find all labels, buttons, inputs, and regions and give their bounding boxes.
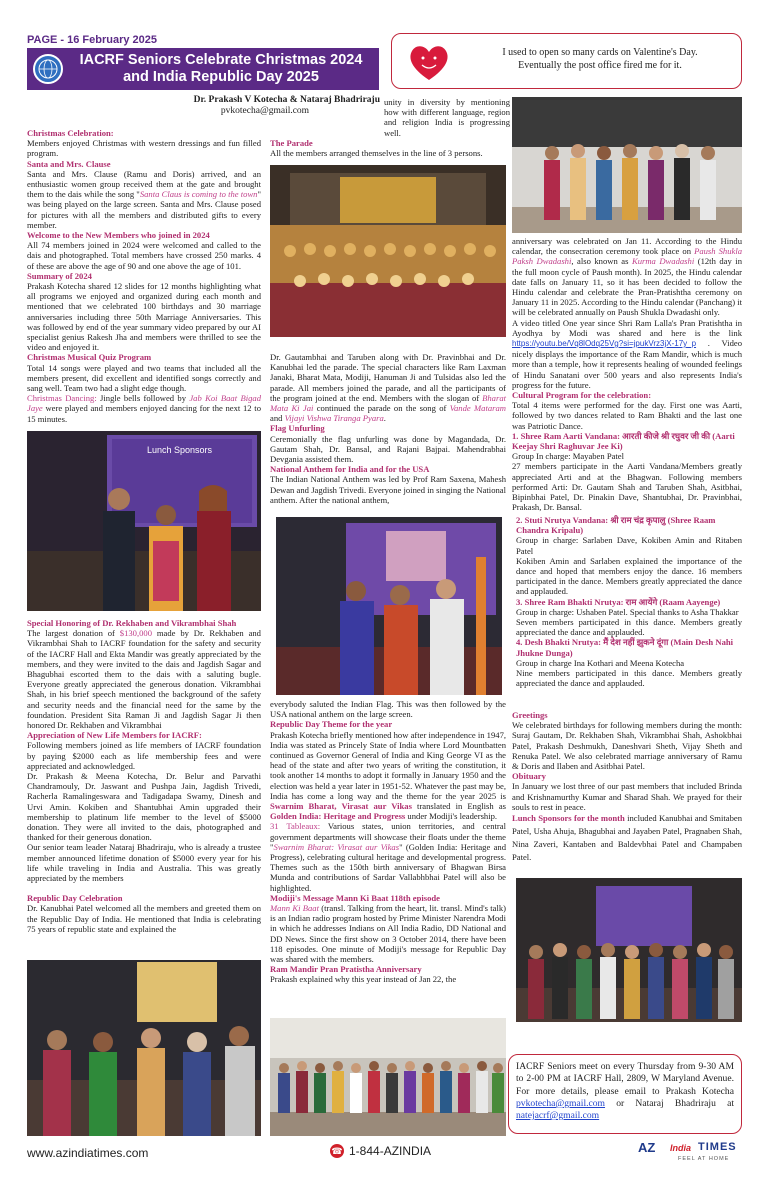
footer-logo — [638, 1140, 742, 1166]
section-heading: Republic Day Celebration — [27, 893, 123, 904]
paragraph: Members enjoyed Christmas with western dressings and fun filled program. — [27, 138, 261, 159]
column-1 — [27, 128, 261, 424]
paragraph: Our senior team leader Nataraj Bhadriraju, who is already a trustee member announced lifetime donation of $5000 every year for his life while traveling in India and Australia. This was greatly appreciated by the members — [27, 842, 261, 884]
paragraph: Total 14 songs were played and two teams that included all the members present, did excellent and identified songs correctly and sang well. Team two had a slight edge though. — [27, 362, 261, 394]
paragraph: A video titled One year since Shri Ram Lalla's Pran Pratishtha in Ayodhya by Modi was shared and here is the link https://youtu.be/Vq8lOdq25Vg?si=jpukVrz3jX-17y_p . Video nicely displays the importance of the Ram Mandir, which is much more than a temple, how it represents healing of wounded feelings of Hindu Sanatani over 500 years and also represents India's progress for the future. — [512, 317, 742, 390]
logo-az: AZ — [638, 1140, 656, 1155]
paragraph: We celebrated birthdays for following members during the month: Suraj Gautam, Dr. Rekhaben Shah, Vikrambhai Shah, Ashokbhai Patel, Prakash Deshmukh, Daneshvari Sheth, Vijay Sheth and Renuka Patel. We also celebrated marriage anniversary of Ramu & Doris and Ilaben and Asitbhai Patel. — [512, 720, 742, 772]
section-heading: National Anthem for India and for the USA — [270, 464, 430, 475]
page-title: IACRF Seniors Celebrate Christmas 2024 and India Republic Day 2025 — [79, 52, 363, 85]
joke-box — [391, 33, 742, 89]
paragraph: Lunch Sponsors for the month included Kanubhai and Smitaben Patel, Usha Ahuja, Bhagubhai and Jayaben Patel, Pragnaben Shah, Nina Zaveri, Kantaben and Baldevbhai Patel and Champaben Patel. — [512, 813, 742, 863]
paragraph: Ceremonially the flag unfurling was done by Magandada, Dr. Gautam Shah, Dr. Bansal, and Rajani Bajpai. Mahendrabhai Devgania assisted them. — [270, 433, 506, 465]
column-3-lower — [512, 710, 742, 864]
section-heading: Ram Mandir Pran Pratistha Anniversary — [270, 964, 422, 975]
paragraph: Christmas Dancing: Jingle bells followed by Jab Koi Baat Bigad Jaye were played and members enjoyed dancing for the next 12 to 15 minutes. — [27, 393, 261, 424]
column-2 — [270, 138, 506, 158]
meeting-notice — [508, 1054, 742, 1134]
paragraph: Dr. Gautambhai and Taruben along with Dr. Pravinbhai and Dr. Kanubhai led the parade. The special characters like Ram Laxman Janaki, Bharat Mata, Modiji, Hanuman Ji and Tulsidas also led the parade. All members joined the parade, and all the participants of the program joined at the end. Members with the slogan of Bharat Mata Ki Jai continued the parade on the song of Vande Mataram and Vijayi Vishwa Tiranga Pyara. — [270, 352, 506, 424]
logo-india: India — [670, 1143, 692, 1153]
item-heading: 1. Shree Ram Aarti Vandana: आरती कीजे श्री रघुवर जी की (Aarti Keejay Shri Raghuvar Jee Ki) — [512, 430, 735, 452]
item-heading: 2. Stuti Nrutya Vandana: श्री राम चंद्र कृपालु (Shree Raam Chandra Kripalu) — [516, 515, 716, 536]
paragraph: Nine members participated in this dance. Members greatly appreciated the dance and applauded. — [516, 668, 742, 689]
byline: Dr. Prakash V Kotecha & Nataraj Bhadriraju pvkotecha@gmail.com — [150, 95, 380, 117]
paragraph: everybody saluted the Indian Flag. This was then followed by the USA national anthem on the large screen. — [270, 699, 506, 720]
paragraph: Group in charge: Ushaben Patel. Special thanks to Asha Thakkar — [516, 606, 739, 617]
paragraph: unity in diversity by mentioning how with different language, region and religion India is progressing well. — [384, 97, 510, 138]
photo-lunch-sponsors-honorees — [27, 431, 261, 611]
paragraph: Following members joined as life members of IACRF foundation by paying $2000 each as life membership fees and were appreciated and acknowledged. — [27, 740, 261, 771]
photo-lunch-sponsors-group — [516, 878, 742, 1022]
item-heading: 3. Shree Ram Bhakti Nrutya: राम आयेंगे (Raam Aayenge) — [516, 596, 721, 607]
section-heading: Santa and Mrs. Clause — [27, 158, 111, 169]
column-2-top — [384, 97, 510, 138]
joke-text: I used to open so many cards on Valentine's Day. Eventually the post office fired me for it. — [502, 47, 698, 71]
paragraph: Santa and Mrs. Clause (Ramu and Doris) arrived, and an enthusiastic women group received them at the gate and brought them to the dais while the song "Santa Claus is coming to the town" was being played on the large screen. Santa and Mrs. Clause posed for pictures with all the members and distributed gifts to every member. — [27, 168, 261, 230]
section-heading: Christmas Celebration: — [27, 128, 114, 138]
globe-emblem-icon — [33, 54, 63, 84]
footer-phone: ☎ 1-844-AZINDIA — [331, 1144, 432, 1158]
paragraph: Group in charge Ina Kothari and Meena Kotecha — [516, 657, 685, 668]
photo-three-women-screen — [276, 517, 502, 695]
column-1-lower — [27, 618, 261, 934]
paragraph: The Indian National Anthem was led by Prof Ram Saxena, Mahesh Dewan and Jagdish Trivedi. Everyone joined in singing the National anthem. After the national anthem, — [270, 474, 506, 505]
screen-caption: Lunch Sponsors — [147, 445, 213, 455]
section-heading: Welcome to the New Members who joined in 2024 — [27, 230, 210, 241]
paragraph: Prakash explained why this year instead of Jan 22, the — [270, 974, 457, 985]
paragraph: Prakash Kotecha shared 12 slides for 12 months highlighting what all programs we enjoyed and organized during each month and mentioned that we celebrated 100 birthdays and 30 marriage anniversaries including three 50th Marriage Anniversaries. This was followed by end of the year summary video prepared by our AI specialist genius Rakesh Jha and members were thrilled to see the video and enjoyed it. — [27, 281, 261, 353]
column-3 — [512, 236, 742, 512]
paragraph: Dr. Kanubhai Patel welcomed all the members and greeted them on the Republic Day of India. He mentioned that India is celebrating 75 years of republic state and explained the — [27, 903, 261, 934]
paragraph: All 74 members joined in 2024 were welcomed and called to the dais and photographed. Total members have crossed 250 marks. 4 of these are above the age of 90 and one above the age of 101. — [27, 240, 261, 271]
section-heading: Special Honoring of Dr. Rekhaben and Vikrambhai Shah — [27, 618, 237, 628]
photo-large-group — [270, 1018, 506, 1136]
photo-top-right-group — [512, 97, 742, 233]
column-2-lower — [270, 699, 506, 985]
paragraph: Mann Ki Baat (transl. Talking from the heart, lit. transl. Mind's talk) is an Indian radio program hosted by Prime Minister Narendra Modi in which he addresses Indians on All India Radio, DD National and DD News. Since the first show on 3 October 2014, there have been 118 episodes. One minute of Modiji's message for Republic Day was shared with the members. — [270, 903, 506, 965]
heart-icon — [406, 42, 452, 82]
section-heading: The Parade — [270, 138, 313, 148]
section-heading: Republic Day Theme for the year — [270, 719, 393, 730]
paragraph: All the members arranged themselves in the line of 3 persons. — [270, 148, 483, 159]
section-heading: Flag Unfurling — [270, 423, 325, 434]
section-heading: Modiji's Message Mann Ki Baat 118th episode — [270, 892, 440, 903]
paragraph: The largest donation of $130,000 made by Dr. Rekhaben and Vikrambhai Shah to IACRF foundation for the safety and security of the IACRF Hall and Ekta Mandir was greatly appreciated by the members, and they were invited to the dais and Jagdish Sagar and Bhagubhai escorted them to the dais with a saluting bugle. Everyone greatly appreciated the generous donation. Vikrambhai Shah, in his brief speech mentioned the background of the safety and security needs and the financial need for the same by the foundation. President Sita Raman Ji and Jagdish Sagar Ji then honored Dr. Rekhaben and Vikrambhai — [27, 628, 261, 731]
author-email: pvkotecha@gmail.com — [220, 106, 310, 116]
phone-icon: ☎ — [331, 1146, 343, 1156]
paragraph: Dr. Prakash & Meena Kotecha, Dr. Belur and Parvathi Chandramouly, Dr. Jaswant and Pushpa Jain, Jagdish Trivedi, Racherla Ramalingeswara and Tadigadapa Swamy, Dinesh and Urvi Amin. Kokiben and Shantubhai Amin upgraded their membership to platinum life member to the level of $5000 donation. They were all invited to the dais, photographed and thanked for their generous donation. — [27, 771, 261, 843]
logo-tagline: FEEL AT HOME — [678, 1156, 730, 1162]
photo-stage-group — [270, 165, 506, 337]
photo-republic-day-group — [27, 960, 261, 1136]
paragraph: Total 4 items were performed for the day. First one was Aarti, followed by two dances related to Ram Bhakti and the last one was Patriotic Dance. — [512, 400, 742, 431]
section-heading: Summary of 2024 — [27, 270, 92, 281]
section-heading: Greetings — [512, 710, 548, 720]
footer-website[interactable]: www.azindiatimes.com — [27, 1146, 149, 1160]
paragraph: anniversary was celebrated on Jan 11. According to the Hindu calendar, the consecration ceremony took place on Paush Shukla Paksh Dwadashi, also known as Kurma Dwadashi (12th day in the full moon cycle of Paush month). In 2025, the Hindu calendar date falls on January 11, so it has been decided to follow the Hindu calendar and celebrate the Pran-Pratishtha ceremony on January 11 in 2025. According to the Hindu calendar (Panchang) it will be celebrated annually on Paush Shukla Dwadashi only. — [512, 236, 743, 318]
column-2-mid — [270, 352, 506, 505]
paragraph: Seven members participated in this dance. Members greatly appreciated the dance and applauded. — [516, 617, 742, 638]
paragraph: Group in charge: Sarlaben Dave, Kokiben Amin and Ritaben Patel — [516, 535, 742, 556]
paragraph: In January we lost three of our past members that included Brinda and Krishnamurthy Kumar and Sharad Shah. We prayed for their souls to rest in peace. — [512, 781, 742, 812]
paragraph: Kokiben Amin and Sarlaben explained the importance of the dance and hoped that members enjoy the dance. 16 members participated in the dance. Members greatly appreciated the dance and applauded. — [516, 555, 742, 597]
notice-text: IACRF Seniors meet on every Thursday from 9-30 AM to 2-00 PM at IACRF Hall, 2809, W Maryland Avenue. For more details, please email to Prakash Kotecha pvkotecha@gmail.com or Nataraj Bhadriraju at natejacrf@gmail.com — [516, 1061, 734, 1122]
email-link-nataraj[interactable]: natejacrf@gmail.com — [516, 1110, 600, 1122]
section-heading: Christmas Musical Quiz Program — [27, 352, 152, 363]
page-label: PAGE - 16 February 2025 — [27, 34, 158, 46]
title-banner — [27, 48, 379, 90]
video-link[interactable]: https://youtu.be/Vq8lOdq25Vg?si=jpukVrz3jX-17y_p — [512, 339, 697, 349]
column-3-items — [516, 515, 742, 688]
logo-times: TIMES — [698, 1141, 737, 1153]
paragraph: Group In charge: Mayaben Patel — [512, 451, 624, 462]
item-heading: 4. Desh Bhakti Nrutya: मैं देश नहीं झुकने दूंगा (Main Desh Nahi Jhukne Dunga) — [516, 637, 734, 658]
paragraph: 31 Tableaux: Various states, union territories, and central government departments will showcase their floats under the theme "Swarnim Bharat: Virasat aur Vikas" (Golden India: Heritage and Progress), celebrating cultural heritage and developmental progress. Themes such as the 150th birth anniversary of Bhagwan Birsa Munda and contributions of Sardar Vallabhbhai Patel will also be highlighted. — [270, 821, 506, 893]
section-heading: Appreciation of New Life Members for IACRF: — [27, 730, 202, 741]
email-link-prakash[interactable]: pvkotecha@gmail.com — [516, 1097, 606, 1109]
section-heading: Cultural Program for the celebration: — [512, 390, 652, 401]
paragraph: 27 members participate in the Aarti Vandana/Members greatly appreciated Arti and at the Bhagwan. Following members performed Arti: Dr. Gautam Shah and Taruben Shah, Asitbhai, Bipinbhai Patel, Dr. Pinakin Dave, Shantubhai, Dr. Pravinbhai, Prakash, Dr. Bansal. — [512, 461, 742, 513]
section-heading: Obituary — [512, 771, 546, 782]
paragraph: Prakash Kotecha briefly mentioned how after independence in 1947, India was stated as Princely State of India where Lord Mountbatten continued as Governor General of India and King George VI as the head of the state and after two years of writing the constitution, it took another 14 months to adopt it formally in January 1950 and the election was held a year later in 1951-52. Whatever the past may be, India has come a long way and the theme for the year 2025 is Swarnim Bharat, Virasat aur Vikas translated in English as Golden India: Heritage and Progress under Modiji's leadership. — [270, 729, 507, 822]
